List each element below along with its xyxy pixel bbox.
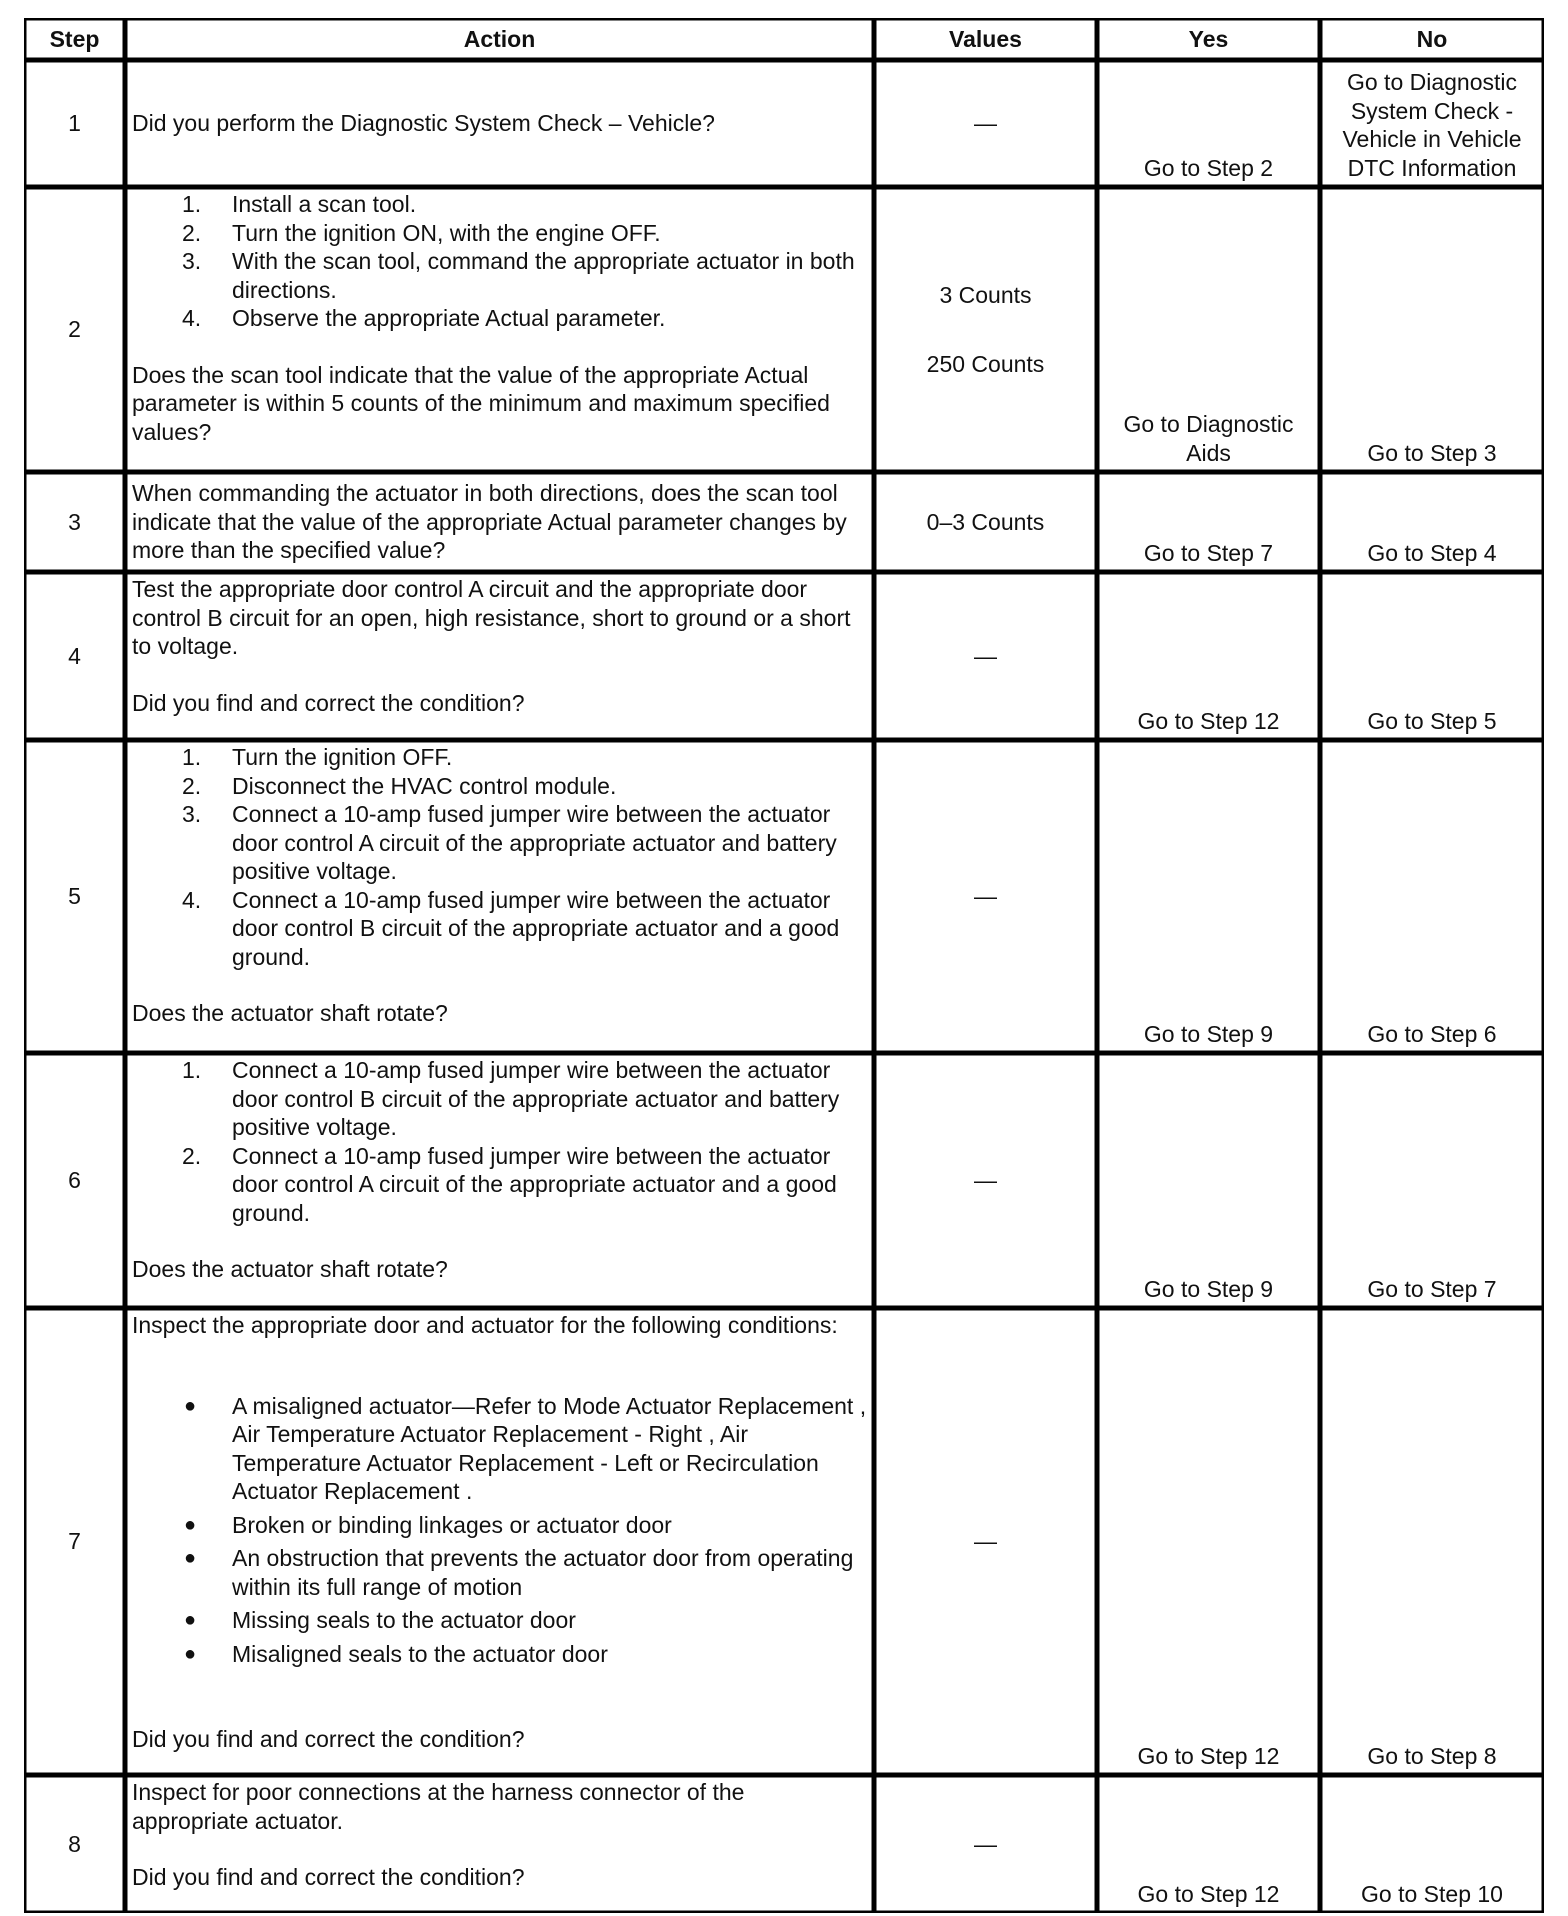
list-item: ● An obstruction that prevents the actuator door from operating within its full range of motion xyxy=(184,1545,854,1600)
no-cell: Go to Step 7 xyxy=(1320,1053,1544,1308)
action-cell xyxy=(125,60,874,187)
action-question: When commanding the actuator in both directions, does the scan tool indicate that the value of the appropriate Actual parameter changes by more than the specified value? xyxy=(132,480,847,564)
step-number: 7 xyxy=(24,1308,125,1775)
action-question: Did you find and correct the condition? xyxy=(132,1864,525,1890)
action-cell xyxy=(125,740,874,1053)
value-max: 250 Counts xyxy=(926,350,1045,377)
step-number: 6 xyxy=(24,1053,125,1308)
no-cell: Go to Step 3 xyxy=(1320,187,1544,472)
bullet-icon: ● xyxy=(184,1609,197,1631)
list-item: ● Missing seals to the actuator door xyxy=(184,1607,576,1633)
bullet-icon: ● xyxy=(184,1642,197,1665)
list-item: 4. Connect a 10-amp fused jumper wire between the actuator door control B circuit of the appropriate actuator and a good ground. xyxy=(182,886,840,970)
diagnostic-table-container xyxy=(24,18,1544,1913)
value-cell: — xyxy=(874,740,1097,1053)
list-item: 1. Connect a 10-amp fused jumper wire between the actuator door control B circuit of the appropriate actuator and battery positive voltage. xyxy=(182,1057,840,1140)
action-question: Did you perform the Diagnostic System Check – Vehicle? xyxy=(132,110,715,137)
condition-list xyxy=(132,1392,867,1669)
action-list xyxy=(132,743,867,971)
table-row xyxy=(24,572,1544,740)
bullet-icon: ● xyxy=(184,1547,197,1569)
value-cell: — xyxy=(874,1775,1097,1913)
bullet-icon: ● xyxy=(184,1394,197,1417)
table-row xyxy=(24,472,1544,572)
list-item: 2. Disconnect the HVAC control module. xyxy=(182,772,617,799)
action-question: Does the actuator shaft rotate? xyxy=(132,1000,448,1026)
header-row xyxy=(24,18,1544,60)
action-question: Did you find and correct the condition? xyxy=(132,1726,525,1752)
action-intro: Inspect the appropriate door and actuator for the following conditions: xyxy=(132,1312,838,1338)
yes-cell: Go to Step 9 xyxy=(1097,740,1320,1053)
bullet-icon: ● xyxy=(184,1513,197,1536)
value-cell: — xyxy=(874,572,1097,740)
action-list xyxy=(132,1056,867,1227)
yes-cell: Go to Step 12 xyxy=(1097,1308,1320,1775)
action-list xyxy=(132,190,867,333)
header-values: Values xyxy=(874,18,1097,60)
value-cell: — xyxy=(874,1308,1097,1775)
action-question: Does the actuator shaft rotate? xyxy=(132,1256,448,1282)
list-item: 1. Install a scan tool. xyxy=(182,191,417,217)
list-item: ● Broken or binding linkages or actuator door xyxy=(184,1511,672,1538)
table-row xyxy=(24,1308,1544,1775)
list-item: 4. Observe the appropriate Actual parameter. xyxy=(182,305,666,331)
value-cell xyxy=(874,187,1097,472)
no-cell: Go to Step 8 xyxy=(1320,1308,1544,1775)
header-yes: Yes xyxy=(1097,18,1320,60)
table-row xyxy=(24,60,1544,187)
value-min: 3 Counts xyxy=(939,282,1032,308)
step-number: 5 xyxy=(24,740,125,1053)
value-cell: — xyxy=(874,60,1097,187)
action-cell xyxy=(125,1308,874,1775)
table-row xyxy=(24,740,1544,1053)
list-item: ● Misaligned seals to the actuator door xyxy=(184,1640,608,1667)
yes-cell: Go to Step 7 xyxy=(1097,472,1320,572)
action-cell xyxy=(125,187,874,472)
header-action: Action xyxy=(125,18,874,60)
yes-cell: Go to Step 2 xyxy=(1097,60,1320,187)
step-number: 1 xyxy=(24,60,125,187)
list-item: 1. Turn the ignition OFF. xyxy=(182,744,453,770)
table-row xyxy=(24,187,1544,472)
action-intro: Inspect for poor connections at the harness connector of the appropriate actuator. xyxy=(132,1779,745,1834)
yes-cell: Go to Step 9 xyxy=(1097,1053,1320,1308)
list-item: ● A misaligned actuator—Refer to Mode Actuator Replacement , Air Temperature Actuator Replacement - Right , Air Temperature Actuator Replacement - Left or Recirculation Actuator Replacement . xyxy=(184,1392,867,1504)
list-item: 2. Turn the ignition ON, with the engine OFF. xyxy=(182,219,661,246)
value-cell: — xyxy=(874,1053,1097,1308)
step-number: 4 xyxy=(24,572,125,740)
no-cell: Go to Step 10 xyxy=(1320,1775,1544,1913)
table-row xyxy=(24,1775,1544,1913)
no-cell: Go to Step 6 xyxy=(1320,740,1544,1053)
yes-cell: Go to Step 12 xyxy=(1097,572,1320,740)
action-intro: Test the appropriate door control A circuit and the appropriate door control B circuit for an open, high resistance, short to ground or a short to voltage. xyxy=(132,576,851,659)
header-no: No xyxy=(1320,18,1544,60)
step-number: 2 xyxy=(24,187,125,472)
no-cell: Go to Diagnostic System Check - Vehicle in Vehicle DTC Information xyxy=(1320,60,1544,187)
list-item: 2. Connect a 10-amp fused jumper wire between the actuator door control A circuit of the appropriate actuator and a good ground. xyxy=(182,1142,837,1226)
list-item: 3. Connect a 10-amp fused jumper wire between the actuator door control A circuit of the appropriate actuator and battery positive voltage. xyxy=(182,801,837,884)
list-item: 3. With the scan tool, command the appropriate actuator in both directions. xyxy=(182,248,855,303)
header-step: Step xyxy=(24,18,125,60)
yes-cell: Go to Step 12 xyxy=(1097,1775,1320,1913)
action-question: Does the scan tool indicate that the value of the appropriate Actual parameter is within 5 counts of the minimum and maximum specified values? xyxy=(132,361,830,445)
no-cell: Go to Step 5 xyxy=(1320,572,1544,740)
step-number: 8 xyxy=(24,1775,125,1913)
action-cell xyxy=(125,572,874,740)
action-question: Did you find and correct the condition? xyxy=(132,689,525,716)
diagnostic-table xyxy=(24,18,1544,1913)
action-cell xyxy=(125,472,874,572)
no-cell: Go to Step 4 xyxy=(1320,472,1544,572)
step-number: 3 xyxy=(24,472,125,572)
action-cell xyxy=(125,1053,874,1308)
table-row xyxy=(24,1053,1544,1308)
value-cell: 0–3 Counts xyxy=(874,472,1097,572)
yes-cell: Go to Diagnostic Aids xyxy=(1097,187,1320,472)
action-cell xyxy=(125,1775,874,1913)
